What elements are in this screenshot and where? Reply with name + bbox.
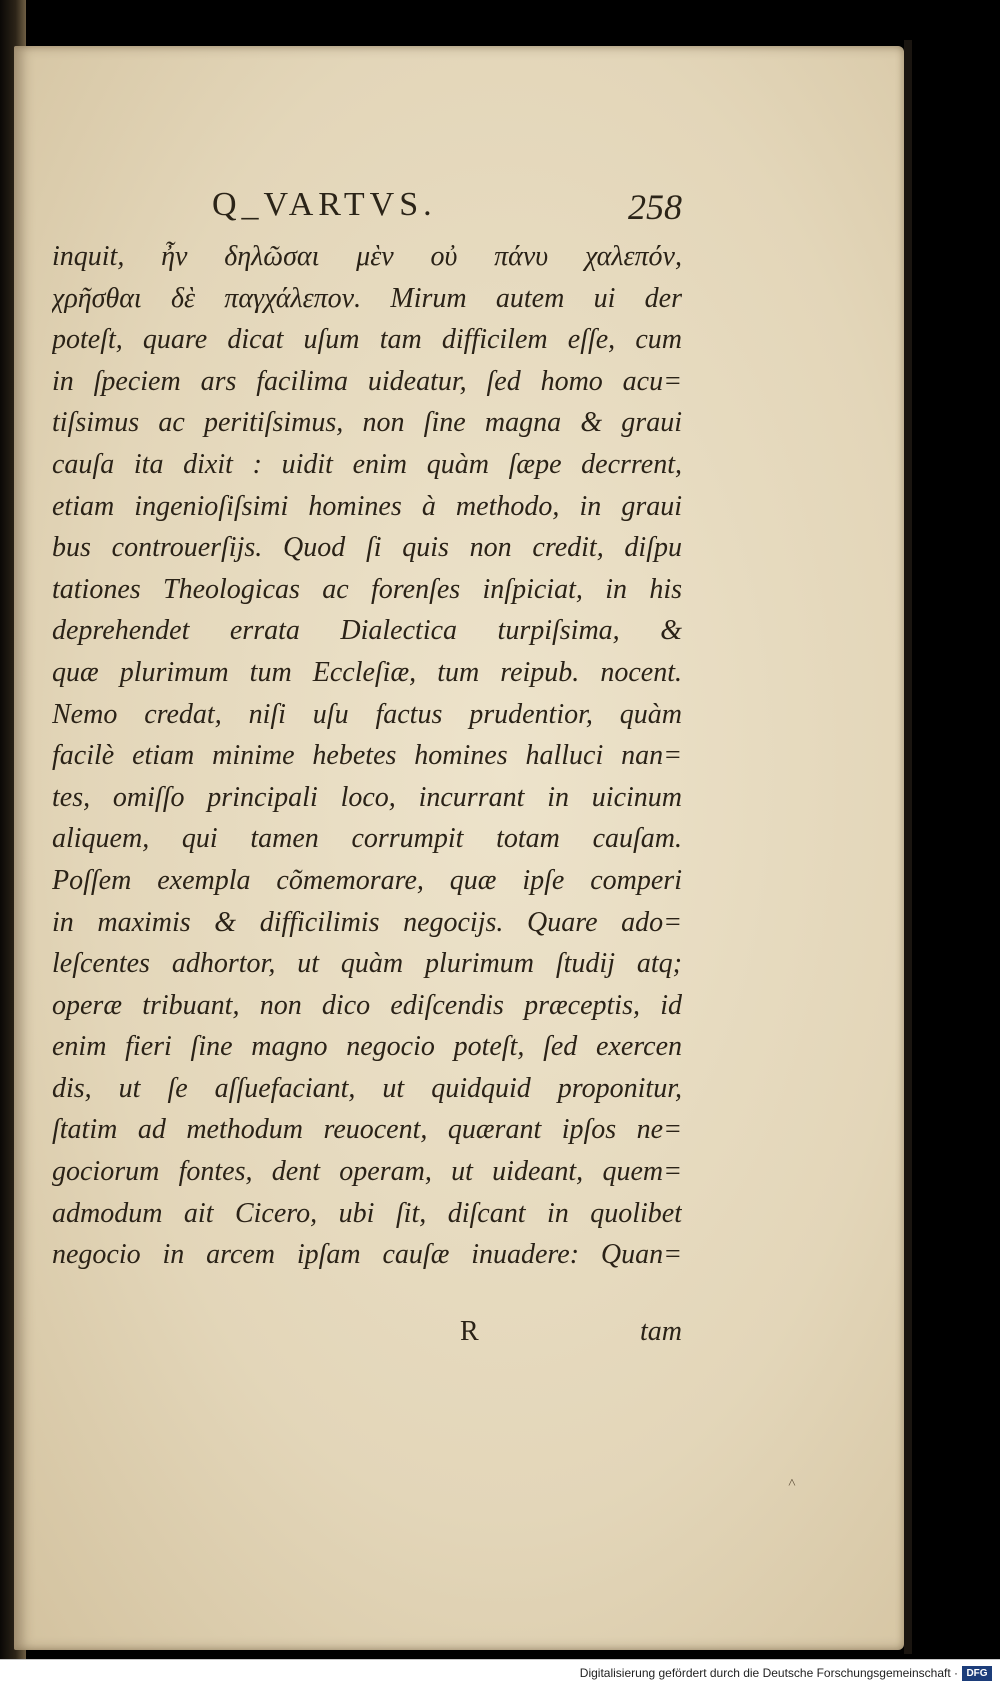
text-line: tiſsimus ac peritiſsimus, non ſine magna & graui — [52, 407, 682, 439]
dfg-logo: DFG — [962, 1666, 992, 1681]
funding-credit: Digitalisierung gefördert durch die Deutsche Forschungsgemeinschaft · — [579, 1666, 958, 1680]
text-line: enim fieri ſine magno negocio poteſt, ſed exercen — [52, 1031, 682, 1063]
text-line: gociorum fontes, dent operam, ut uideant, quem= — [52, 1156, 682, 1188]
catchword: tam — [640, 1316, 682, 1347]
text-line: quæ plurimum tum Eccleſiæ, tum reipub. nocent. — [52, 656, 682, 688]
page-header — [212, 186, 682, 232]
text-line: in ſpeciem ars facilima uideatur, ſed homo acu= — [52, 365, 682, 397]
text-line: tationes Theologicas ac forenſes inſpiciat, in his — [52, 573, 682, 605]
text-line: negocio in arcem ipſam cauſæ inuadere: Quan= — [52, 1239, 682, 1271]
text-line: aliquem, qui tamen corrumpit totam cauſam. — [52, 823, 682, 855]
text-line: admodum ait Cicero, ubi ſit, diſcant in quolibet — [52, 1197, 682, 1229]
text-line: facilè etiam minime hebetes homines halluci nan= — [52, 740, 682, 772]
text-line: bus controuerſijs. Quod ſi quis non credit, diſpu — [52, 532, 682, 564]
page-foot — [52, 1316, 682, 1358]
text-line: in maximis & difficilimis negocijs. Quare ado= — [52, 906, 682, 938]
book-page — [14, 46, 904, 1650]
paper-speck: ˄ — [788, 1476, 796, 1491]
text-line: inquit, ἦν δηλῶσαι μὲν οὐ πάνυ χαλεπόν, — [52, 241, 682, 272]
text-line: poteſt, quare dicat uſum tam difficilem eſſe, cum — [52, 324, 682, 356]
footer-bar — [0, 1659, 1000, 1688]
page-number: 258 — [628, 187, 682, 227]
text-line: cauſa ita dixit : uidit enim quàm ſæpe decrrent, — [52, 448, 682, 480]
text-line: χρῆσθαι δὲ παγχάλεπον. Mirum autem ui der — [52, 282, 682, 314]
text-line: ſtatim ad methodum reuocent, quærant ipſos ne= — [52, 1114, 682, 1146]
text-line: leſcentes adhortor, ut quàm plurimum ſtudij atq; — [52, 948, 682, 980]
running-title: Q_VARTVS. — [212, 186, 437, 223]
text-line: Nemo credat, niſi uſu factus prudentior, quàm — [52, 698, 682, 730]
text-line: deprehendet errata Dialectica turpiſsima, & — [52, 615, 682, 647]
text-line: Poſſem exempla cõmemorare, quæ ipſe comperi — [52, 864, 682, 896]
body-text — [52, 236, 682, 1276]
text-line: operæ tribuant, non dico ediſcendis præceptis, id — [52, 989, 682, 1021]
signature-mark: R — [460, 1316, 479, 1347]
text-line: etiam ingenioſiſsimi homines à methodo, in graui — [52, 490, 682, 522]
page-edge — [904, 40, 912, 1654]
text-line: tes, omiſſo principali loco, incurrant in uicinum — [52, 781, 682, 813]
text-line: dis, ut ſe aſſuefaciant, ut quidquid proponitur, — [52, 1072, 682, 1104]
